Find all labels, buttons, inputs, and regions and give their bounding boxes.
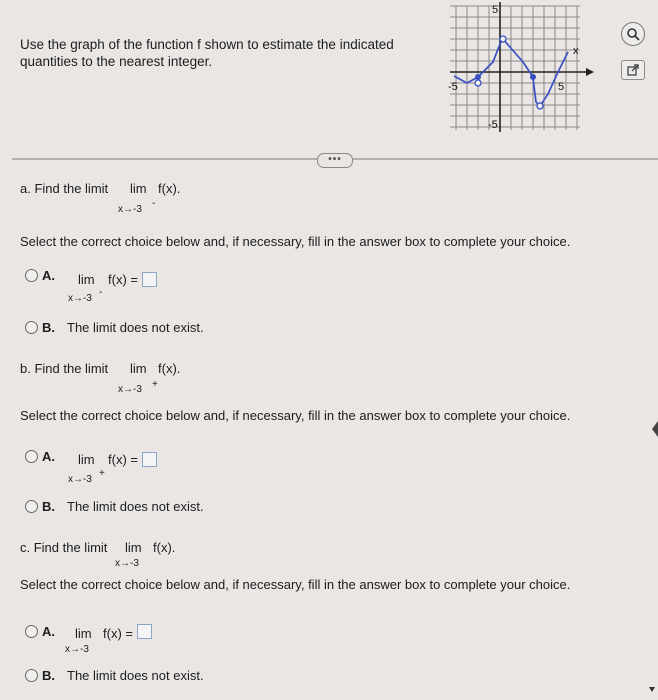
part-b-option-b-letter: B.: [42, 499, 55, 514]
part-a-option-a-sub: x→-3: [68, 293, 92, 304]
x-axis-label: x: [573, 45, 579, 57]
part-c-answer-box[interactable]: [137, 624, 152, 639]
part-b-option-a-radio[interactable]: [25, 450, 38, 463]
part-a-fx: f(x).: [158, 181, 181, 196]
part-c-option-b-letter: B.: [42, 668, 55, 683]
part-c-option-a-sub: x→-3: [65, 644, 89, 655]
open-point: [500, 36, 506, 42]
search-icon[interactable]: [621, 22, 645, 46]
part-c-lim: lim: [125, 540, 142, 555]
part-b-sup: +: [152, 379, 158, 390]
part-c-option-b-text: The limit does not exist.: [67, 668, 204, 683]
x-right-label: 5: [558, 81, 565, 93]
part-b-option-b-text: The limit does not exist.: [67, 499, 204, 514]
part-b-answer-box[interactable]: [142, 452, 157, 467]
part-c-option-b-radio[interactable]: [25, 669, 38, 682]
part-a-prompt: a. Find the limit: [20, 181, 109, 196]
part-a-option-a-letter: A.: [42, 268, 55, 283]
part-c-option-a-fx: f(x) =: [103, 626, 133, 641]
function-graph: [448, 2, 598, 134]
part-b-option-b-radio[interactable]: [25, 500, 38, 513]
x-left-label: -5: [448, 81, 458, 93]
part-b-prompt: b. Find the limit: [20, 361, 109, 376]
part-a-option-a-lim: lim: [78, 272, 95, 287]
part-b-instruction: Select the correct choice below and, if necessary, fill in the answer box to complete your choice.: [20, 408, 571, 423]
part-c-option-a-letter: A.: [42, 624, 55, 639]
part-b-option-a-letter: A.: [42, 449, 55, 464]
part-b-option-a-fx: f(x) =: [108, 452, 138, 467]
part-c-option-a-lim: lim: [75, 626, 92, 641]
part-a-option-b-letter: B.: [42, 320, 55, 335]
part-b-lim: lim: [130, 361, 147, 376]
part-c-option-a-radio[interactable]: [25, 625, 38, 638]
part-c-instruction: Select the correct choice below and, if necessary, fill in the answer box to complete your choice.: [20, 577, 571, 592]
part-b-fx: f(x).: [158, 361, 181, 376]
question-intro: [20, 36, 440, 70]
part-b-sub: x→-3: [118, 384, 142, 395]
part-c-sub: x→-3: [115, 558, 139, 569]
y-top-label: 5: [492, 4, 499, 16]
part-a-option-a-sup: -: [99, 287, 103, 298]
part-a-answer-box[interactable]: [142, 272, 157, 287]
part-b-option-a-sub: x→-3: [68, 474, 92, 485]
part-b-option-a-lim: lim: [78, 452, 95, 467]
part-a-option-a-fx: f(x) =: [108, 272, 138, 287]
part-a-option-b-text: The limit does not exist.: [67, 320, 204, 335]
intro-line-1: Use the graph of the function f shown to estimate the indicated: [20, 37, 394, 52]
part-a-option-b-radio[interactable]: [25, 321, 38, 334]
side-collapse-handle[interactable]: [652, 421, 658, 437]
part-a-sub: x→-3: [118, 204, 142, 215]
part-c-prompt: c. Find the limit: [20, 540, 108, 555]
scroll-down-arrow[interactable]: [649, 687, 655, 692]
part-a-instruction: Select the correct choice below and, if necessary, fill in the answer box to complete your choice.: [20, 234, 571, 249]
more-button[interactable]: •••: [317, 153, 353, 168]
closed-point: [475, 74, 481, 80]
external-link-icon[interactable]: [621, 60, 645, 80]
open-point: [475, 80, 481, 86]
y-bottom-label: -5: [488, 119, 498, 131]
intro-line-2: quantities to the nearest integer.: [20, 54, 213, 69]
part-c-fx: f(x).: [153, 540, 176, 555]
closed-point: [530, 74, 536, 80]
part-a-lim: lim: [130, 181, 147, 196]
part-a-option-a-radio[interactable]: [25, 269, 38, 282]
part-b-option-a-sup: +: [99, 468, 105, 479]
x-axis-arrow: [586, 68, 594, 76]
open-point: [537, 103, 543, 109]
part-a-sup: -: [152, 198, 156, 209]
